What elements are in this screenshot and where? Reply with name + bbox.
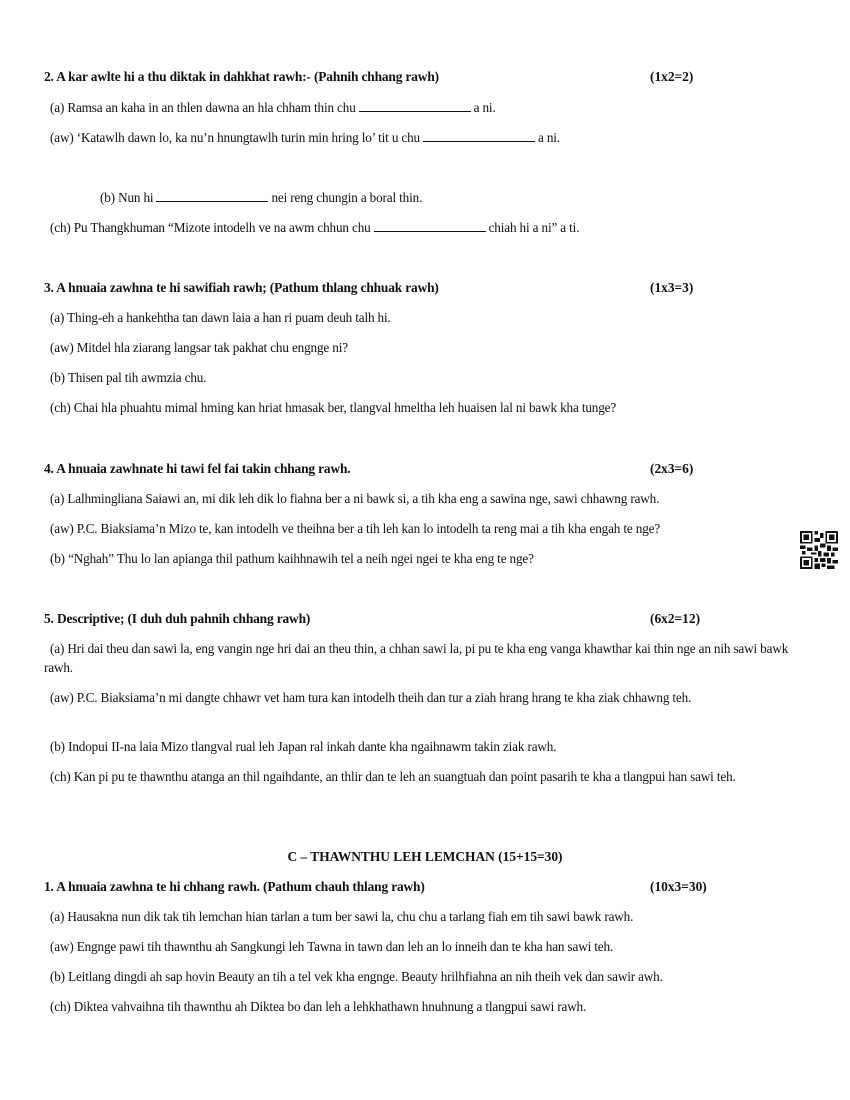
fill-blank[interactable]: [423, 130, 535, 142]
q5-item-aw: (aw) P.C. Biaksiama’n mi dangte chhawr vet ham tura kan intodelh theih dan tur a ziah hrang hrang te kha ziak chhawng teh.: [50, 690, 692, 705]
q3-item-b: (b) Thisen pal tih awmzia chu.: [50, 370, 207, 385]
q5-item-b: (b) Indopui II-na laia Mizo tlangval rual leh Japan ral inkah dante kha ngaihnawm takin ziak rawh.: [50, 739, 557, 754]
q3-item-aw: (aw) Mitdel hla ziarang langsar tak pakhat chu engnge ni?: [50, 340, 348, 355]
fill-blank[interactable]: [359, 100, 471, 112]
fill-blank[interactable]: [156, 190, 268, 202]
section-c-q1-marks: (10x3=30): [650, 879, 707, 894]
q2-item-a-text: (a) Ramsa an kaha in an thlen dawna an hla chham thin chu: [50, 100, 356, 115]
q4-item-aw: (aw) P.C. Biaksiama’n Mizo te, kan intodelh ve theihna ber a tih leh kan lo intodelh ta reng mai a tih kha engah te nge?: [50, 521, 661, 536]
section-c-q1-item-aw: (aw) Engnge pawi tih thawnthu ah Sangkungi leh Tawna in tawn dan leh an lo inneih dan te kha han sawi teh.: [50, 939, 614, 954]
qr-code-icon: [800, 531, 838, 569]
section-c-q1-heading: 1. A hnuaia zawhna te hi chhang rawh. (Pathum chauh thlang rawh): [44, 879, 425, 894]
section-c-title: C – THAWNTHU LEH LEMCHAN (15+15=30): [287, 849, 563, 864]
q4-item-a: (a) Lalhmingliana Saiawi an, mi dik leh dik lo fiahna ber a ni bawk si, a tih kha eng a sawina nge, sawi chhawng rawh.: [50, 491, 660, 506]
q3-marks: (1x3=3): [650, 280, 694, 295]
q2-heading: 2. A kar awlte hi a thu diktak in dahkhat rawh:- (Pahnih chhang rawh): [44, 69, 439, 84]
q2-marks: (1x2=2): [650, 69, 694, 84]
q2-item-ch-suffix: chiah hi a ni” a ti.: [488, 220, 580, 235]
q2-item-aw: [50, 130, 560, 146]
q5-heading: 5. Descriptive; (I duh duh pahnih chhang rawh): [44, 611, 311, 626]
q4-marks: (2x3=6): [650, 461, 694, 476]
q5-marks: (6x2=12): [650, 611, 701, 626]
q3-heading: 3. A hnuaia zawhna te hi sawifiah rawh; (Pathum thlang chhuak rawh): [44, 280, 439, 295]
q4-item-b: (b) “Nghah” Thu lo lan apianga thil pathum kaihhnawih tel a neih ngei ngei te kha eng te nge?: [50, 551, 534, 566]
q2-item-b: [100, 190, 422, 206]
section-c-q1-item-b: (b) Leitlang dingdi ah sap hovin Beauty an tih a tel vek kha engnge. Beauty hrilhfiahna an nih theih vek dan sawir awh.: [50, 969, 663, 984]
fill-blank[interactable]: [374, 220, 486, 232]
section-c-q1-item-a: (a) Hausakna nun dik tak tih lemchan hian tarlan a tum ber sawi la, chu chu a tarlang fiah em tih sawi bawk rawh.: [50, 909, 634, 924]
q2-item-a: [50, 100, 496, 116]
q2-item-b-text: (b) Nun hi: [100, 190, 154, 205]
section-c-q1-item-ch: (ch) Diktea vahvaihna tih thawnthu ah Diktea bo dan leh a lehkhathawn hnuhnung a tlangpui sawi rawh.: [50, 999, 587, 1014]
q2-item-b-suffix: nei reng chungin a boral thin.: [271, 190, 423, 205]
q3-item-ch: (ch) Chai hla phuahtu mimal hming kan hriat hmasak ber, tlangval hmeltha leh huaisen lal ni bawk kha tunge?: [50, 400, 617, 415]
q4-heading: 4. A hnuaia zawhnate hi tawi fel fai takin chhang rawh.: [44, 461, 351, 476]
q2-item-ch: [50, 220, 579, 236]
q2-item-aw-suffix: a ni.: [538, 130, 560, 145]
q5-item-ch: (ch) Kan pi pu te thawnthu atanga an thil ngaihdante, an thlir dan te leh an suangtuah dan point pasarih te kha a tlangpui han sawi teh.: [50, 769, 736, 784]
q2-item-a-suffix: a ni.: [473, 100, 496, 115]
q2-item-aw-text: (aw) ‘Katawlh dawn lo, ka nu’n hnungtawlh turin min hring lo’ tit u chu: [50, 130, 420, 145]
q5-item-a: (a) Hri dai theu dan sawi la, eng vangin nge hri dai an theu thin, a chhan sawi la, pi pu te kha eng vanga khawthar kai thin nge an nih sawi bawk rawh.: [44, 641, 789, 675]
q3-item-a: (a) Thing-eh a hankehtha tan dawn laia a han ri puam deuh talh hi.: [50, 310, 391, 325]
q2-item-ch-text: (ch) Pu Thangkhuman “Mizote intodelh ve na awm chhun chu: [50, 220, 371, 235]
